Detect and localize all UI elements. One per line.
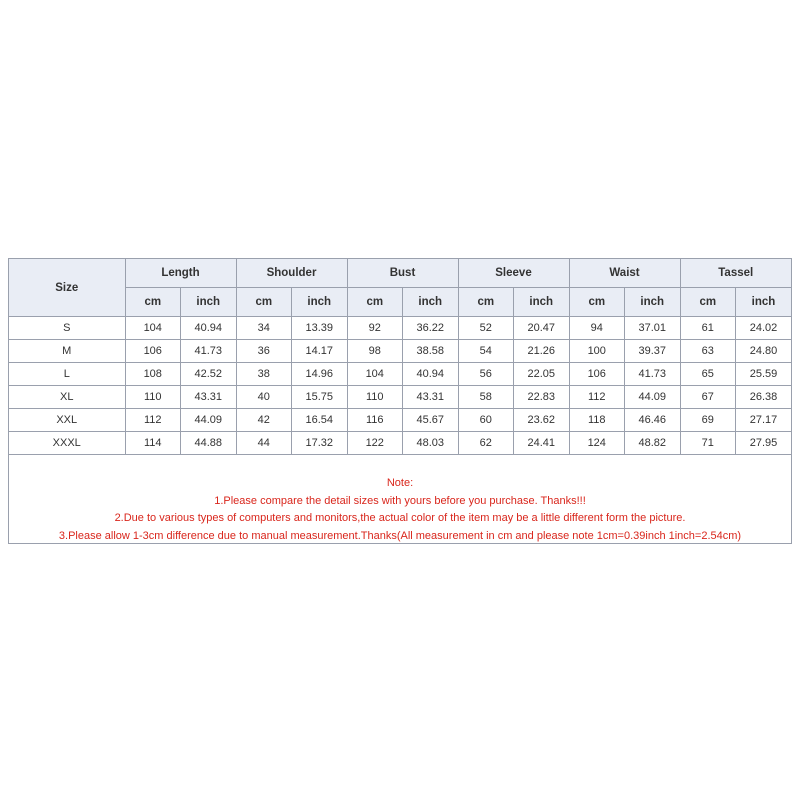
value-cell: 37.01 (625, 317, 681, 340)
header-sleeve-cm: cm (458, 288, 514, 317)
value-cell: 100 (569, 340, 625, 363)
table-header (9, 259, 791, 317)
note-line-2: 2.Due to various types of computers and monitors,the actual color of the item may be a little different form the picture. (114, 512, 686, 524)
value-cell: 104 (125, 317, 181, 340)
value-cell: 40.94 (403, 363, 459, 386)
size-cell: S (9, 317, 125, 340)
size-cell: XXXL (9, 432, 125, 455)
value-cell: 16.54 (292, 409, 348, 432)
header-sleeve: Sleeve (458, 259, 569, 288)
size-cell: XL (9, 386, 125, 409)
table-body (9, 317, 791, 455)
value-cell: 43.31 (181, 386, 237, 409)
value-cell: 14.17 (292, 340, 348, 363)
value-cell: 23.62 (514, 409, 570, 432)
value-cell: 56 (458, 363, 514, 386)
value-cell: 27.17 (736, 409, 792, 432)
header-tassel: Tassel (680, 259, 791, 288)
header-shoulder: Shoulder (236, 259, 347, 288)
value-cell: 60 (458, 409, 514, 432)
header-waist-inch: inch (625, 288, 681, 317)
value-cell: 14.96 (292, 363, 348, 386)
value-cell: 67 (680, 386, 736, 409)
value-cell: 24.80 (736, 340, 792, 363)
value-cell: 20.47 (514, 317, 570, 340)
table-row (9, 340, 791, 363)
value-cell: 54 (458, 340, 514, 363)
value-cell: 26.38 (736, 386, 792, 409)
size-cell: XXL (9, 409, 125, 432)
size-table (9, 259, 791, 455)
size-cell: L (9, 363, 125, 386)
value-cell: 63 (680, 340, 736, 363)
header-shoulder-inch: inch (292, 288, 348, 317)
value-cell: 36 (236, 340, 292, 363)
header-row-units (9, 288, 791, 317)
header-bust: Bust (347, 259, 458, 288)
value-cell: 13.39 (292, 317, 348, 340)
value-cell: 108 (125, 363, 181, 386)
value-cell: 62 (458, 432, 514, 455)
value-cell: 38 (236, 363, 292, 386)
header-waist-cm: cm (569, 288, 625, 317)
value-cell: 110 (347, 386, 403, 409)
value-cell: 42.52 (181, 363, 237, 386)
value-cell: 104 (347, 363, 403, 386)
value-cell: 116 (347, 409, 403, 432)
value-cell: 43.31 (403, 386, 459, 409)
header-shoulder-cm: cm (236, 288, 292, 317)
value-cell: 69 (680, 409, 736, 432)
header-bust-inch: inch (403, 288, 459, 317)
value-cell: 44.88 (181, 432, 237, 455)
value-cell: 71 (680, 432, 736, 455)
header-tassel-cm: cm (680, 288, 736, 317)
table-row (9, 386, 791, 409)
value-cell: 61 (680, 317, 736, 340)
value-cell: 45.67 (403, 409, 459, 432)
value-cell: 44.09 (625, 386, 681, 409)
header-length-inch: inch (181, 288, 237, 317)
table-row (9, 409, 791, 432)
value-cell: 22.05 (514, 363, 570, 386)
value-cell: 44 (236, 432, 292, 455)
header-length-cm: cm (125, 288, 181, 317)
value-cell: 36.22 (403, 317, 459, 340)
value-cell: 58 (458, 386, 514, 409)
value-cell: 48.82 (625, 432, 681, 455)
value-cell: 118 (569, 409, 625, 432)
value-cell: 15.75 (292, 386, 348, 409)
value-cell: 40 (236, 386, 292, 409)
size-cell: M (9, 340, 125, 363)
value-cell: 38.58 (403, 340, 459, 363)
header-sleeve-inch: inch (514, 288, 570, 317)
value-cell: 110 (125, 386, 181, 409)
value-cell: 22.83 (514, 386, 570, 409)
header-tassel-inch: inch (736, 288, 792, 317)
value-cell: 124 (569, 432, 625, 455)
note-line-3: 3.Please allow 1-3cm difference due to manual measurement.Thanks(All measurement in cm and please note 1cm=0.39inch 1inch=2.54cm) (58, 529, 742, 542)
value-cell: 106 (569, 363, 625, 386)
value-cell: 92 (347, 317, 403, 340)
header-bust-cm: cm (347, 288, 403, 317)
header-waist: Waist (569, 259, 680, 288)
note-title: Note: (386, 477, 414, 489)
notes-section (9, 455, 791, 545)
table-row (9, 432, 791, 455)
value-cell: 34 (236, 317, 292, 340)
value-cell: 112 (569, 386, 625, 409)
value-cell: 27.95 (736, 432, 792, 455)
size-chart (8, 258, 792, 544)
value-cell: 21.26 (514, 340, 570, 363)
value-cell: 25.59 (736, 363, 792, 386)
value-cell: 122 (347, 432, 403, 455)
value-cell: 112 (125, 409, 181, 432)
note-line-1: 1.Please compare the detail sizes with yours before you purchase. Thanks!!! (214, 494, 586, 507)
header-row-measurements (9, 259, 791, 288)
value-cell: 114 (125, 432, 181, 455)
header-size: Size (9, 259, 125, 317)
value-cell: 106 (125, 340, 181, 363)
value-cell: 40.94 (181, 317, 237, 340)
value-cell: 98 (347, 340, 403, 363)
value-cell: 94 (569, 317, 625, 340)
value-cell: 41.73 (181, 340, 237, 363)
value-cell: 65 (680, 363, 736, 386)
value-cell: 39.37 (625, 340, 681, 363)
value-cell: 48.03 (403, 432, 459, 455)
value-cell: 46.46 (625, 409, 681, 432)
value-cell: 42 (236, 409, 292, 432)
value-cell: 44.09 (181, 409, 237, 432)
value-cell: 24.41 (514, 432, 570, 455)
value-cell: 41.73 (625, 363, 681, 386)
value-cell: 52 (458, 317, 514, 340)
value-cell: 24.02 (736, 317, 792, 340)
table-row (9, 363, 791, 386)
table-row (9, 317, 791, 340)
header-length: Length (125, 259, 236, 288)
value-cell: 17.32 (292, 432, 348, 455)
